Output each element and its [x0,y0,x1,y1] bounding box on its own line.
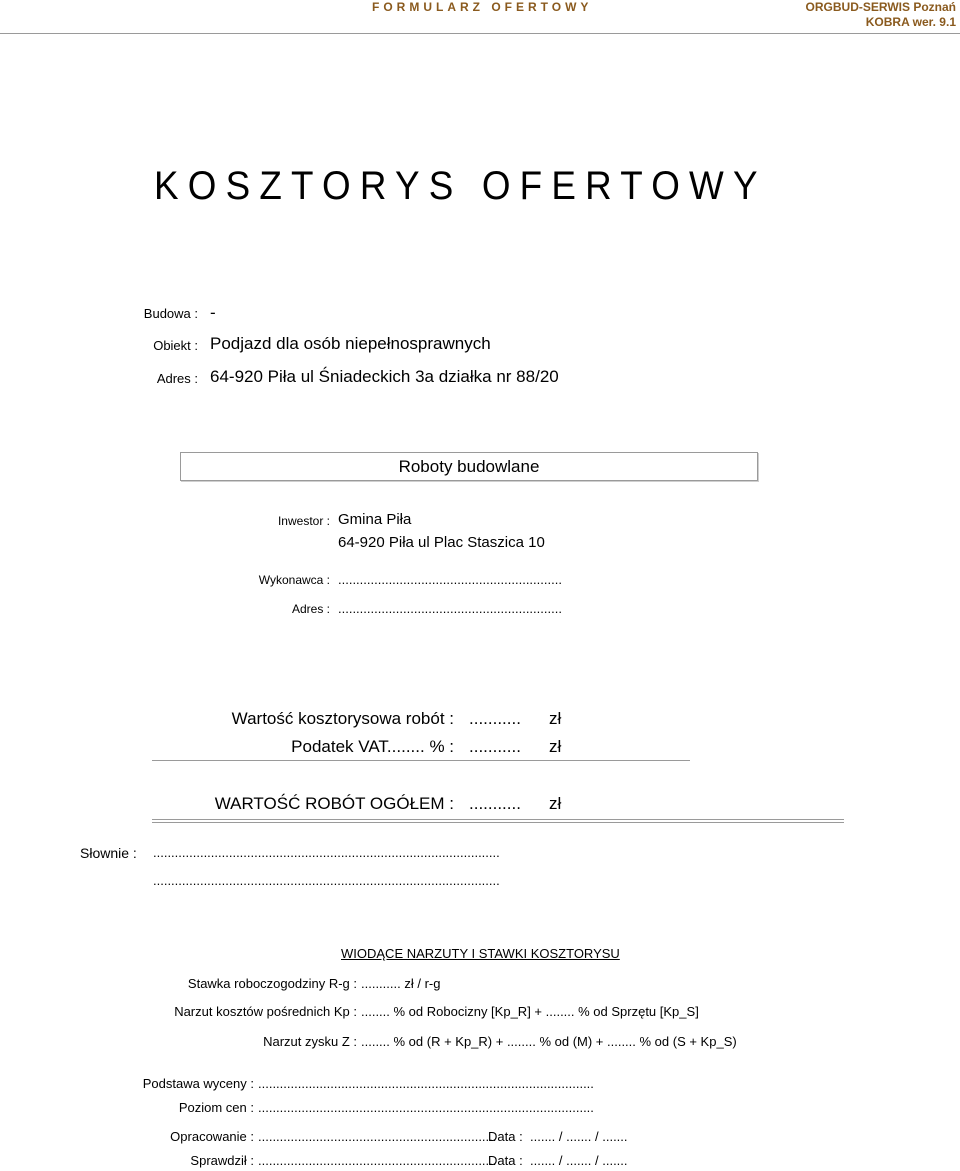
checked-date-label: Data : [488,1153,523,1168]
company-name: ORGBUD-SERWIS Poznań [805,0,956,14]
cost-value: ........... [469,709,521,728]
words-line-2: ................................................................................................ [153,873,500,888]
checked-by-label: Sprawdził : [190,1153,254,1168]
rates-heading: WIODĄCE NARZUTY I STAWKI KOSZTORYSU [341,946,620,961]
checked-by-value: .................................................................. [258,1153,497,1168]
budowa-label: Budowa : [143,306,198,321]
document-title: KOSZTORYS OFERTOWY [154,164,767,208]
price-level-value: ............................................................................................. [258,1100,594,1115]
budowa-value: - [210,303,216,322]
adres-value: 64-920 Piła ul Śniadeckich 3a działka nr 88/20 [210,367,559,386]
wage-rate-value: ........... zł / r-g [361,976,441,991]
basis-label: Podstawa wyceny : [142,1076,254,1091]
basis-value: ............................................................................................. [258,1076,594,1091]
words-label: Słownie : [80,845,137,861]
works-type-box: Roboty budowlane [180,452,758,481]
prepared-date-value: ....... / ....... / ....... [530,1129,628,1144]
adres-label: Adres : [156,371,198,386]
contractor-value: .............................................................. [338,572,562,587]
vat-label: Podatek VAT........ % : [291,737,454,756]
investor-address: 64-920 Piła ul Plac Staszica 10 [338,534,545,551]
investor-label: Inwestor : [277,514,330,528]
words-line-1: ................................................................................................ [153,845,500,860]
checked-date-value: ....... / ....... / ....... [530,1153,628,1168]
wage-rate-label: Stawka roboczogodziny R-g : [187,976,357,991]
investor-name: Gmina Piła [338,511,412,528]
profit-label: Narzut zysku Z : [263,1034,357,1049]
contractor-address-label: Adres : [291,602,330,616]
total-double-rule [152,819,844,823]
prepared-by-value: .................................................................. [258,1129,497,1144]
form-header-title: FORMULARZ OFERTOWY [372,0,593,14]
cost-value-unit: zł [549,709,562,728]
indirect-costs-label: Narzut kosztów pośrednich Kp : [174,1004,357,1019]
total-label: WARTOŚĆ ROBÓT OGÓŁEM : [214,794,454,813]
header-divider [0,33,960,34]
vat-unit: zł [549,737,562,756]
total-unit: zł [549,794,562,813]
prepared-by-label: Opracowanie : [170,1129,254,1144]
profit-value: ........ % od (R + Kp_R) + ........ % od (M) + ........ % od (S + Kp_S) [361,1034,737,1049]
software-version: KOBRA wer. 9.1 [865,15,956,29]
cost-value-label: Wartość kosztorysowa robót : [231,709,454,728]
contractor-label: Wykonawca : [258,573,330,587]
vat-value: ........... [469,737,521,756]
obiekt-label: Obiekt : [153,338,198,353]
obiekt-value: Podjazd dla osób niepełnosprawnych [210,334,491,353]
indirect-costs-value: ........ % od Robocizny [Kp_R] + ........ % od Sprzętu [Kp_S] [361,1004,699,1019]
summary-divider [152,760,690,761]
prepared-date-label: Data : [488,1129,523,1144]
total-value: ........... [469,794,521,813]
price-level-label: Poziom cen : [178,1100,254,1115]
contractor-address-value: .............................................................. [338,601,562,616]
